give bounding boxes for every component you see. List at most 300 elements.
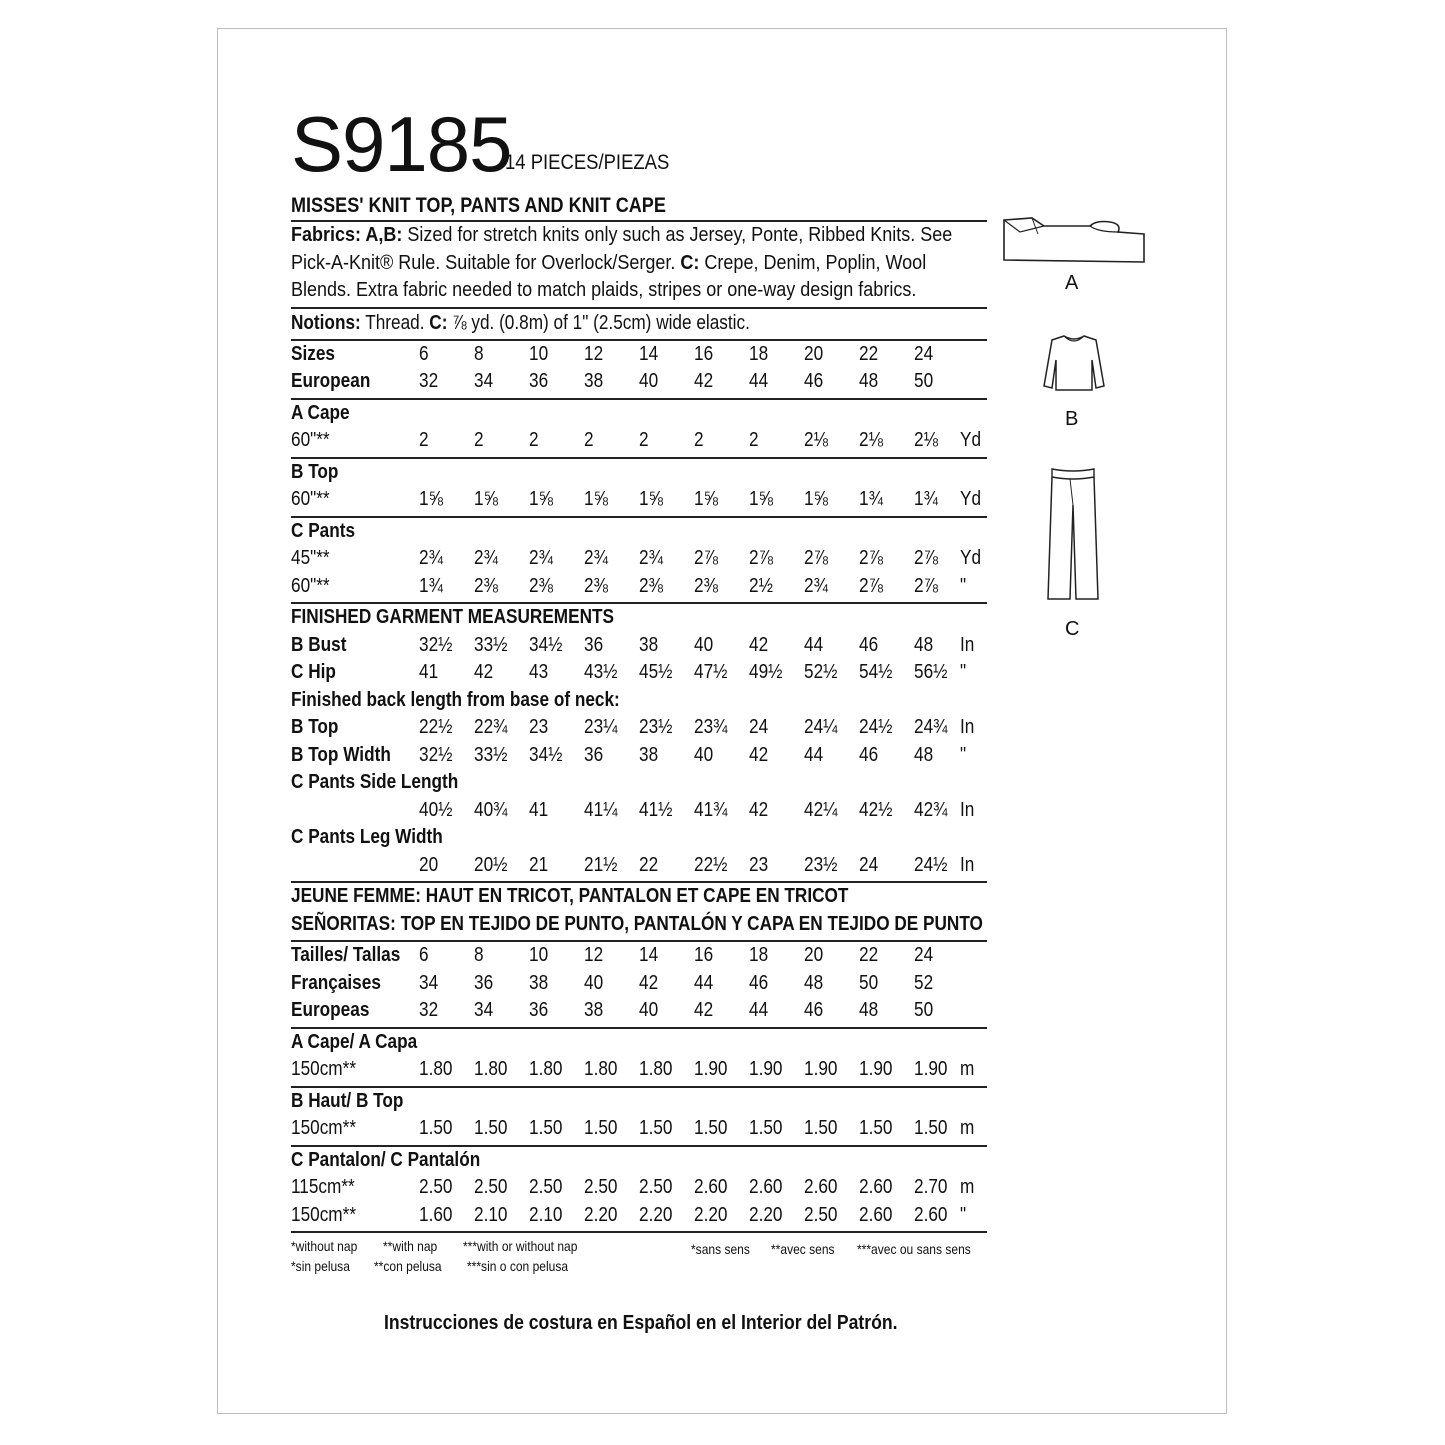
cell-size-8: 44 (804, 633, 824, 656)
row-label: B Haut/ B Top (291, 1089, 404, 1112)
unit: Yd (960, 488, 982, 510)
cell-size-8: 46 (804, 370, 824, 392)
cell-size-6: 2⅜ (694, 574, 718, 597)
cell-size-1: 2.50 (419, 1176, 453, 1198)
french-title-text: JEUNE FEMME: HAUT EN TRICOT, PANTALON ET CAPE EN TRICOT (291, 885, 849, 907)
unit: In (960, 798, 975, 821)
cell-size-6: 40 (694, 633, 714, 656)
row-label: Françaises (291, 971, 381, 994)
row-label: A Cape (291, 401, 350, 424)
footnote-es-3: ***sin o con pelusa (467, 1258, 569, 1274)
cell-size-4: 2¾ (584, 547, 608, 569)
cell-size-5: 2.50 (639, 1176, 673, 1198)
cell-size-3: 1.50 (529, 1117, 563, 1139)
cell-size-3: 43 (529, 661, 549, 683)
cell-size-10: 48 (914, 743, 934, 766)
unit: m (960, 1176, 975, 1198)
cell-size-3: 23 (529, 716, 549, 738)
back-length-title-text: Finished back length from base of neck: (291, 688, 620, 711)
cell-size-7: 23 (749, 853, 769, 876)
cell-size-5: 2.20 (639, 1203, 673, 1226)
cell-size-8: 48 (804, 971, 824, 994)
group-title (291, 400, 987, 428)
cell-size-6: 1.90 (694, 1058, 728, 1080)
row-label: 60"** (291, 574, 330, 597)
cell-size-3: 1.80 (529, 1058, 563, 1080)
unit: " (960, 1203, 967, 1226)
cell-size-9: 2⅞ (859, 547, 883, 569)
francaises-row (291, 970, 987, 998)
cell-size-2: 1.50 (474, 1117, 508, 1139)
cell-size-4: 2.50 (584, 1176, 618, 1198)
cell-size-5: 40 (639, 370, 659, 392)
pattern-envelope-back (291, 100, 987, 1282)
pattern-title: MISSES' KNIT TOP, PANTS AND KNIT CAPE (291, 192, 987, 222)
cell-size-8: 1⅝ (804, 488, 828, 510)
french-title (291, 883, 987, 911)
yardage-row (291, 1056, 987, 1084)
cell-size-7: 2 (749, 429, 759, 451)
international-cape-block (291, 1029, 987, 1088)
cell-size-10: 1.50 (914, 1117, 948, 1139)
cell-size-2: 33½ (474, 743, 508, 766)
cell-size-9: 54½ (859, 661, 893, 683)
cell-size-5: 22 (639, 853, 659, 876)
cell-size-2: 2 (474, 429, 484, 451)
cell-size-10: 2⅞ (914, 574, 938, 597)
cell-size-9: 2⅞ (859, 574, 883, 597)
cell-size-10: 56½ (914, 661, 948, 683)
international-top-block (291, 1088, 987, 1147)
cell-size-6: 22½ (694, 853, 728, 876)
cell-size-4: 1.50 (584, 1117, 618, 1139)
cell-size-7: 2½ (749, 574, 773, 597)
footnote-en-3: ***with or without nap (463, 1238, 578, 1254)
footnote-es-2: **con pelusa (374, 1258, 442, 1274)
cell-size-9: 46 (859, 633, 879, 656)
cell-size-1: 32½ (419, 633, 453, 656)
view-c-label: C (1065, 618, 1080, 640)
international-sizes-block (291, 942, 987, 1029)
top-length-row (291, 714, 987, 742)
cell-size-5: 45½ (639, 661, 673, 683)
cell-size-8: 52½ (804, 661, 838, 683)
spanish-title (291, 911, 987, 939)
finished-title (291, 604, 987, 632)
cell-size-5: 42 (639, 971, 659, 994)
row-label: 45"** (291, 547, 330, 569)
cell-size-5: 2¾ (639, 547, 663, 569)
row-label: 150cm** (291, 1117, 357, 1139)
row-label: Europeas (291, 999, 370, 1021)
notions-c-label: C: (429, 311, 448, 334)
cell-size-8: 2.60 (804, 1176, 838, 1198)
cell-size-10: 24 (914, 944, 934, 966)
cell-size-10: 42¾ (914, 798, 948, 821)
cell-size-2: 8 (474, 342, 484, 365)
cell-size-6: 1⅝ (694, 488, 718, 510)
cell-size-7: 42 (749, 798, 769, 821)
cell-size-7: 1⅝ (749, 488, 773, 510)
cell-size-10: 2.60 (914, 1203, 948, 1226)
cell-size-1: 22½ (419, 716, 453, 738)
fabrics-c-label: C: (680, 251, 700, 274)
group-title (291, 518, 987, 546)
spanish-instructions-note: Instrucciones de costura en Español en el Interior del Patrón. (384, 1312, 898, 1334)
row-label: B Top (291, 716, 339, 738)
cell-size-5: 14 (639, 342, 659, 365)
notions-section (291, 309, 987, 341)
cell-size-3: 10 (529, 342, 549, 365)
international-title-block (291, 883, 987, 942)
tailles-row (291, 942, 987, 970)
europeas-row (291, 997, 987, 1025)
group-title (291, 1029, 987, 1057)
group-title (291, 1147, 987, 1175)
fabrics-label: Fabrics: A,B: (291, 224, 403, 246)
cell-size-1: 6 (419, 342, 429, 365)
cell-size-4: 36 (584, 633, 604, 656)
side-length-row (291, 797, 987, 825)
cell-size-9: 24 (859, 853, 879, 876)
cell-size-3: 34½ (529, 743, 563, 766)
view-b-label: B (1065, 408, 1079, 430)
yardage-row (291, 545, 987, 573)
cell-size-7: 2.20 (749, 1203, 783, 1226)
cell-size-5: 40 (639, 999, 659, 1021)
unit: Yd (960, 429, 982, 451)
piece-count: 14 PIECES/PIEZAS (505, 151, 670, 174)
sizes-block (291, 341, 987, 400)
cell-size-10: 24¾ (914, 716, 948, 738)
footnote-fr-3: ***avec ou sans sens (857, 1241, 971, 1257)
notions-elastic: ⅞ yd. (0.8m) of 1" (2.5cm) wide elastic. (452, 311, 750, 334)
cell-size-9: 2.60 (859, 1176, 893, 1198)
cell-size-1: 32 (419, 370, 439, 392)
cell-size-3: 36 (529, 370, 549, 392)
cell-size-2: 36 (474, 971, 494, 994)
unit: " (960, 743, 967, 766)
cell-size-4: 41¼ (584, 798, 618, 821)
cell-size-4: 2⅜ (584, 574, 608, 597)
yardage-row (291, 1174, 987, 1202)
cell-size-3: 1⅝ (529, 488, 553, 510)
cell-size-6: 42 (694, 370, 714, 392)
cell-size-9: 48 (859, 370, 879, 392)
cell-size-5: 41½ (639, 798, 673, 821)
cell-size-2: 2.50 (474, 1176, 508, 1198)
cell-size-9: 46 (859, 743, 879, 766)
cell-size-7: 44 (749, 370, 769, 392)
cell-size-4: 23¼ (584, 716, 618, 738)
cell-size-6: 16 (694, 944, 714, 966)
row-label: B Top (291, 460, 339, 483)
cell-size-1: 1.60 (419, 1203, 453, 1226)
top-yardage-block (291, 459, 987, 518)
cell-size-4: 36 (584, 743, 604, 766)
fabrics-line-2c: Crepe, Denim, Poplin, Wool (704, 251, 927, 274)
cell-size-5: 23½ (639, 716, 673, 738)
header (291, 100, 987, 192)
cell-size-10: 50 (914, 370, 934, 392)
cell-size-4: 12 (584, 944, 604, 966)
back-length-title (291, 687, 987, 715)
cell-size-8: 20 (804, 342, 824, 365)
footnote-fr-1: *sans sens (691, 1241, 750, 1257)
cell-size-1: 2 (419, 429, 429, 451)
cell-size-10: 2⅞ (914, 547, 938, 569)
bust-row (291, 632, 987, 660)
cell-size-10: 24 (914, 342, 934, 365)
cell-size-8: 2¾ (804, 574, 828, 597)
cell-size-8: 20 (804, 944, 824, 966)
cell-size-7: 24 (749, 716, 769, 738)
cell-size-2: 34 (474, 999, 494, 1021)
cell-size-6: 1.50 (694, 1117, 728, 1139)
cell-size-4: 2 (584, 429, 594, 451)
cell-size-7: 42 (749, 633, 769, 656)
row-label: 150cm** (291, 1203, 357, 1226)
yardage-row (291, 1202, 987, 1230)
cell-size-1: 34 (419, 971, 439, 994)
cell-size-7: 44 (749, 999, 769, 1021)
cell-size-2: 34 (474, 370, 494, 392)
cell-size-5: 38 (639, 743, 659, 766)
cell-size-1: 1.80 (419, 1058, 453, 1080)
row-label: 150cm** (291, 1058, 357, 1080)
cell-size-8: 46 (804, 999, 824, 1021)
unit: In (960, 716, 975, 738)
cell-size-3: 2.10 (529, 1203, 563, 1226)
cell-size-8: 2⅞ (804, 547, 828, 569)
pattern-number: S9185 (291, 100, 512, 188)
footnote-fr-2: **avec sens (771, 1241, 835, 1257)
cell-size-5: 2⅜ (639, 574, 663, 597)
cell-size-4: 40 (584, 971, 604, 994)
cell-size-6: 2 (694, 429, 704, 451)
cell-size-10: 1¾ (914, 488, 938, 510)
cell-size-8: 2.50 (804, 1203, 838, 1226)
row-label: B Top Width (291, 743, 391, 766)
pants-yardage-block (291, 518, 987, 605)
cape-yardage-block (291, 400, 987, 459)
unit: m (960, 1117, 975, 1139)
cell-size-10: 2⅛ (914, 429, 938, 451)
unit: " (960, 661, 967, 683)
fabrics-line-3: Blends. Extra fabric needed to match plaids, stripes or one-way design fabrics. (291, 279, 917, 301)
cell-size-5: 1⅝ (639, 488, 663, 510)
cell-size-9: 2⅛ (859, 429, 883, 451)
cell-size-2: 40¾ (474, 798, 508, 821)
row-label: C Pants Side Length (291, 771, 459, 793)
cell-size-2: 1.80 (474, 1058, 508, 1080)
european-row (291, 368, 987, 396)
cell-size-3: 2.50 (529, 1176, 563, 1198)
cell-size-1: 41 (419, 661, 439, 683)
cell-size-1: 40½ (419, 798, 453, 821)
row-label: Tailles/ Tallas (291, 944, 401, 966)
cell-size-8: 23½ (804, 853, 838, 876)
cell-size-7: 18 (749, 342, 769, 365)
cell-size-2: 2.10 (474, 1203, 508, 1226)
cell-size-3: 2 (529, 429, 539, 451)
footnote-en-2: **with nap (383, 1238, 438, 1254)
cell-size-6: 16 (694, 342, 714, 365)
cell-size-7: 2⅞ (749, 547, 773, 569)
cell-size-1: 6 (419, 944, 429, 966)
leg-width-row (291, 852, 987, 880)
view-a-cape-sketch (998, 212, 1148, 266)
cell-size-4: 38 (584, 999, 604, 1021)
cell-size-10: 1.90 (914, 1058, 948, 1080)
notions-label: Notions: (291, 311, 361, 334)
cell-size-6: 47½ (694, 661, 728, 683)
row-label: C Hip (291, 661, 336, 683)
row-label: 60"** (291, 488, 330, 510)
cell-size-2: 2¾ (474, 547, 498, 569)
cell-size-6: 23¾ (694, 716, 728, 738)
cell-size-10: 48 (914, 633, 934, 656)
cell-size-1: 32½ (419, 743, 453, 766)
cell-size-7: 46 (749, 971, 769, 994)
cell-size-3: 2¾ (529, 547, 553, 569)
cell-size-4: 38 (584, 370, 604, 392)
cell-size-9: 48 (859, 999, 879, 1021)
cell-size-7: 42 (749, 743, 769, 766)
fabrics-line-2: Pick-A-Knit® Rule. Suitable for Overlock/Serger. (291, 251, 676, 274)
cell-size-4: 43½ (584, 661, 618, 683)
cell-size-2: 1⅝ (474, 488, 498, 510)
cell-size-5: 14 (639, 944, 659, 966)
finished-measurements-block (291, 604, 987, 883)
cell-size-8: 42¼ (804, 798, 838, 821)
fabrics-line-1: Sized for stretch knits only such as Jersey, Ponte, Ribbed Knits. See (407, 224, 953, 246)
unit: In (960, 853, 975, 876)
view-c-pants-sketch (1040, 465, 1106, 603)
cell-size-10: 2.70 (914, 1176, 948, 1198)
cell-size-2: 22¾ (474, 716, 508, 738)
cell-size-5: 1.50 (639, 1117, 673, 1139)
cell-size-5: 1.80 (639, 1058, 673, 1080)
cell-size-4: 2.20 (584, 1203, 618, 1226)
notions-text: Thread. (365, 311, 425, 334)
side-length-title (291, 769, 987, 797)
finished-title-text: FINISHED GARMENT MEASUREMENTS (291, 606, 614, 628)
row-label: B Bust (291, 633, 347, 656)
footnote-en-1: *without nap (291, 1238, 358, 1254)
cell-size-9: 22 (859, 944, 879, 966)
group-title (291, 459, 987, 487)
cell-size-5: 38 (639, 633, 659, 656)
group-title (291, 1088, 987, 1116)
row-label: Sizes (291, 342, 335, 365)
cell-size-7: 1.90 (749, 1058, 783, 1080)
cell-size-8: 1.50 (804, 1117, 838, 1139)
unit: m (960, 1058, 975, 1080)
cell-size-1: 1⅝ (419, 488, 443, 510)
hip-row (291, 659, 987, 687)
row-label: European (291, 370, 371, 392)
cell-size-4: 21½ (584, 853, 618, 876)
row-label: C Pantalon/ C Pantalón (291, 1148, 481, 1171)
cell-size-6: 41¾ (694, 798, 728, 821)
cell-size-8: 44 (804, 743, 824, 766)
cell-size-3: 41 (529, 798, 549, 821)
cell-size-6: 40 (694, 743, 714, 766)
footnotes (291, 1236, 987, 1282)
cell-size-3: 21 (529, 853, 549, 876)
cell-size-8: 24¼ (804, 716, 838, 738)
row-label: A Cape/ A Capa (291, 1030, 418, 1053)
cell-size-6: 2.60 (694, 1176, 728, 1198)
cell-size-7: 49½ (749, 661, 783, 683)
row-label: 60"** (291, 429, 330, 451)
cell-size-3: 38 (529, 971, 549, 994)
cell-size-3: 10 (529, 944, 549, 966)
unit: " (960, 574, 967, 597)
row-label: C Pants Leg Width (291, 826, 443, 848)
footnote-es-1: *sin pelusa (291, 1258, 350, 1274)
yardage-row (291, 486, 987, 514)
cell-size-9: 1.50 (859, 1117, 893, 1139)
cell-size-9: 2.60 (859, 1203, 893, 1226)
yardage-row (291, 573, 987, 601)
cell-size-4: 12 (584, 342, 604, 365)
cell-size-7: 18 (749, 944, 769, 966)
cell-size-9: 1.90 (859, 1058, 893, 1080)
fabrics-section (291, 222, 987, 309)
cell-size-6: 44 (694, 971, 714, 994)
cell-size-2: 42 (474, 661, 494, 683)
row-label: C Pants (291, 519, 356, 542)
sizes-row (291, 341, 987, 369)
view-b-top-sketch (1038, 332, 1110, 396)
cell-size-9: 22 (859, 342, 879, 365)
cell-size-9: 1¾ (859, 488, 883, 510)
row-label: 115cm** (291, 1176, 355, 1198)
cell-size-10: 52 (914, 971, 934, 994)
view-a-label: A (1065, 272, 1079, 294)
cell-size-3: 34½ (529, 633, 563, 656)
unit: In (960, 633, 975, 656)
cell-size-2: 2⅜ (474, 574, 498, 597)
cell-size-10: 24½ (914, 853, 948, 876)
spanish-title-text: SEÑORITAS: TOP EN TEJIDO DE PUNTO, PANTALÓN Y CAPA EN TEJIDO DE PUNTO (291, 912, 983, 935)
cell-size-1: 20 (419, 853, 439, 876)
cell-size-9: 24½ (859, 716, 893, 738)
cell-size-9: 50 (859, 971, 879, 994)
cell-size-4: 1.80 (584, 1058, 618, 1080)
cell-size-3: 36 (529, 999, 549, 1021)
unit: Yd (960, 547, 982, 569)
yardage-row (291, 427, 987, 455)
cell-size-9: 42½ (859, 798, 893, 821)
cell-size-8: 1.90 (804, 1058, 838, 1080)
cell-size-7: 1.50 (749, 1117, 783, 1139)
cell-size-5: 2 (639, 429, 649, 451)
cell-size-7: 2.60 (749, 1176, 783, 1198)
cell-size-1: 1.50 (419, 1117, 453, 1139)
cell-size-3: 2⅜ (529, 574, 553, 597)
cell-size-2: 33½ (474, 633, 508, 656)
yardage-row (291, 1115, 987, 1143)
cell-size-1: 32 (419, 999, 439, 1021)
international-pants-block (291, 1147, 987, 1234)
leg-width-title (291, 824, 987, 852)
cell-size-6: 2.20 (694, 1203, 728, 1226)
cell-size-1: 1¾ (419, 574, 443, 597)
cell-size-6: 42 (694, 999, 714, 1021)
